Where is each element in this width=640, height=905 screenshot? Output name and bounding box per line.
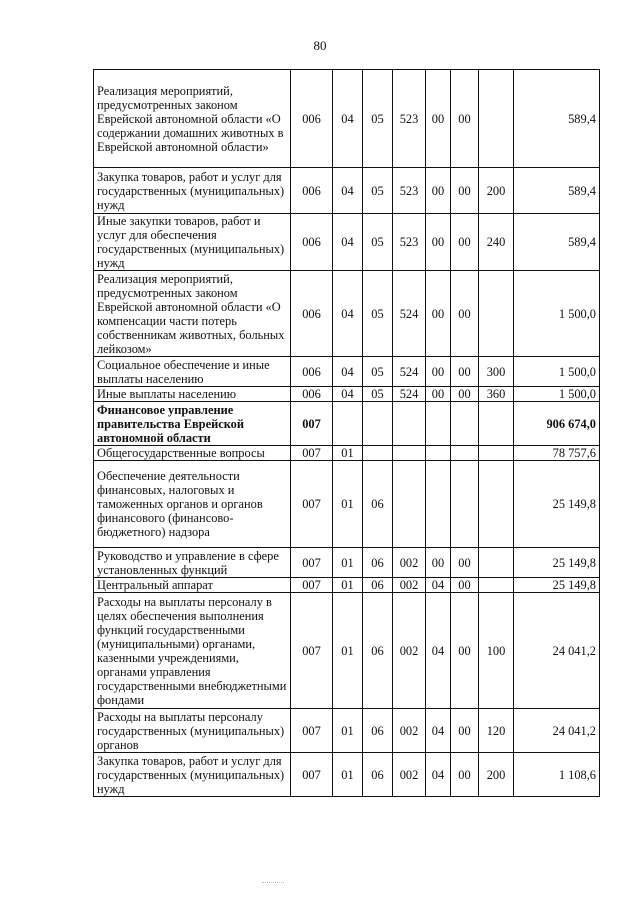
- table-row: [94, 578, 600, 593]
- cell-subsection: 05: [363, 271, 393, 357]
- cell-subsection: 05: [363, 70, 393, 168]
- cell-t1: 523: [393, 168, 426, 214]
- cell-t1: 002: [393, 578, 426, 593]
- cell-expense-type: [479, 446, 514, 461]
- cell-ministry: 007: [291, 402, 333, 446]
- cell-ministry: 006: [291, 271, 333, 357]
- cell-amount: 25 149,8: [514, 548, 600, 578]
- cell-section: 01: [333, 446, 363, 461]
- cell-t2: 00: [426, 357, 451, 387]
- table-row: [94, 548, 600, 578]
- cell-expense-type: 120: [479, 709, 514, 753]
- cell-subsection: 05: [363, 357, 393, 387]
- cell-t1: 002: [393, 593, 426, 709]
- cell-t3: 00: [451, 548, 479, 578]
- table-row: [94, 168, 600, 214]
- page-number: 80: [313, 38, 327, 53]
- cell-t1: 002: [393, 548, 426, 578]
- cell-t1: [393, 402, 426, 446]
- cell-expense-type: [479, 271, 514, 357]
- cell-section: 01: [333, 593, 363, 709]
- cell-section: 04: [333, 70, 363, 168]
- cell-t3: 00: [451, 168, 479, 214]
- cell-t2: [426, 446, 451, 461]
- cell-subsection: [363, 402, 393, 446]
- cell-expense-type: [479, 548, 514, 578]
- cell-t3: 00: [451, 709, 479, 753]
- cell-expense-type: 200: [479, 753, 514, 797]
- cell-t2: 04: [426, 753, 451, 797]
- table-row: [94, 214, 600, 271]
- cell-section: 01: [333, 548, 363, 578]
- table-row: [94, 753, 600, 797]
- cell-t3: [451, 402, 479, 446]
- cell-t1: 002: [393, 709, 426, 753]
- cell-t1: [393, 461, 426, 548]
- cell-t2: 04: [426, 709, 451, 753]
- cell-expense-type: 300: [479, 357, 514, 387]
- cell-t2: 00: [426, 548, 451, 578]
- cell-amount: 589,4: [514, 168, 600, 214]
- cell-amount: 78 757,6: [514, 446, 600, 461]
- cell-t2: 04: [426, 593, 451, 709]
- cell-name: Закупка товаров, работ и услуг для государственных (муниципальных) нужд: [94, 168, 291, 214]
- cell-subsection: 06: [363, 578, 393, 593]
- cell-amount: 1 108,6: [514, 753, 600, 797]
- cell-expense-type: [479, 402, 514, 446]
- cell-section: 04: [333, 168, 363, 214]
- cell-name: Социальное обеспечение и иные выплаты населению: [94, 357, 291, 387]
- cell-section: 01: [333, 753, 363, 797]
- cell-t2: 00: [426, 168, 451, 214]
- cell-ministry: 007: [291, 593, 333, 709]
- table-row: [94, 461, 600, 548]
- cell-t3: 00: [451, 387, 479, 402]
- cell-name: Реализация мероприятий, предусмотренных законом Еврейской автономной области «О компенсации части потерь собственникам животных, больных лейкозом»: [94, 271, 291, 357]
- cell-expense-type: [479, 578, 514, 593]
- cell-t2: [426, 402, 451, 446]
- cell-section: 04: [333, 214, 363, 271]
- cell-subsection: 06: [363, 593, 393, 709]
- cell-name: Обеспечение деятельности финансовых, налоговых и таможенных органов и органов финансового (финансово-бюджетного) надзора: [94, 461, 291, 548]
- cell-amount: 589,4: [514, 214, 600, 271]
- cell-amount: 25 149,8: [514, 461, 600, 548]
- cell-section: 04: [333, 271, 363, 357]
- cell-amount: 24 041,2: [514, 709, 600, 753]
- table-row: [94, 402, 600, 446]
- cell-section: 01: [333, 709, 363, 753]
- cell-expense-type: [479, 70, 514, 168]
- cell-t2: 04: [426, 578, 451, 593]
- cell-name: Расходы на выплаты персоналу в целях обеспечения выполнения функций государственными (муниципальными) органами, казенными учреждениями, органами управления государственными внебюджетными фондами: [94, 593, 291, 709]
- table-row: [94, 593, 600, 709]
- table-row: [94, 357, 600, 387]
- cell-ministry: 006: [291, 168, 333, 214]
- table-row: [94, 446, 600, 461]
- cell-t2: [426, 461, 451, 548]
- cell-ministry: 006: [291, 214, 333, 271]
- cell-ministry: 007: [291, 446, 333, 461]
- cell-ministry: 007: [291, 709, 333, 753]
- cell-ministry: 007: [291, 753, 333, 797]
- cell-t3: 00: [451, 593, 479, 709]
- cell-t3: [451, 446, 479, 461]
- cell-subsection: [363, 446, 393, 461]
- cell-expense-type: 240: [479, 214, 514, 271]
- cell-expense-type: 100: [479, 593, 514, 709]
- cell-name: Иные закупки товаров, работ и услуг для обеспечения государственных (муниципальных) нужд: [94, 214, 291, 271]
- cell-name: Центральный аппарат: [94, 578, 291, 593]
- cell-expense-type: 360: [479, 387, 514, 402]
- cell-amount: 906 674,0: [514, 402, 600, 446]
- cell-subsection: 06: [363, 461, 393, 548]
- cell-section: 04: [333, 357, 363, 387]
- cell-section: 04: [333, 387, 363, 402]
- cell-t3: 00: [451, 70, 479, 168]
- cell-name: Иные выплаты населению: [94, 387, 291, 402]
- cell-t1: 524: [393, 357, 426, 387]
- cell-subsection: 06: [363, 709, 393, 753]
- cell-amount: 589,4: [514, 70, 600, 168]
- cell-t3: 00: [451, 271, 479, 357]
- cell-t2: 00: [426, 70, 451, 168]
- cell-subsection: 05: [363, 214, 393, 271]
- cell-ministry: 006: [291, 70, 333, 168]
- cell-name: Руководство и управление в сфере установленных функций: [94, 548, 291, 578]
- cell-amount: 25 149,8: [514, 578, 600, 593]
- cell-t3: 00: [451, 578, 479, 593]
- cell-t2: 00: [426, 214, 451, 271]
- table-row: [94, 70, 600, 168]
- cell-subsection: 06: [363, 548, 393, 578]
- cell-ministry: 006: [291, 387, 333, 402]
- cell-section: 01: [333, 578, 363, 593]
- cell-name: Реализация мероприятий, предусмотренных законом Еврейской автономной области «О содержании домашних животных в Еврейской автономной области»: [94, 70, 291, 168]
- table-row: [94, 387, 600, 402]
- cell-subsection: 05: [363, 168, 393, 214]
- cell-amount: 24 041,2: [514, 593, 600, 709]
- cell-ministry: 006: [291, 357, 333, 387]
- cell-t1: 524: [393, 387, 426, 402]
- cell-name: Закупка товаров, работ и услуг для государственных (муниципальных) нужд: [94, 753, 291, 797]
- cell-ministry: 007: [291, 548, 333, 578]
- cell-t3: 00: [451, 214, 479, 271]
- cell-t1: 523: [393, 70, 426, 168]
- table-row: [94, 271, 600, 357]
- cell-t3: [451, 461, 479, 548]
- cell-t1: 002: [393, 753, 426, 797]
- cell-amount: 1 500,0: [514, 387, 600, 402]
- cell-t2: 00: [426, 387, 451, 402]
- cell-t1: 524: [393, 271, 426, 357]
- cell-name: Финансовое управление правительства Еврейской автономной области: [94, 402, 291, 446]
- scan-speck: [262, 882, 284, 884]
- cell-t3: 00: [451, 753, 479, 797]
- cell-name: Расходы на выплаты персоналу государственных (муниципальных) органов: [94, 709, 291, 753]
- cell-expense-type: 200: [479, 168, 514, 214]
- budget-table: [93, 69, 600, 797]
- cell-amount: 1 500,0: [514, 271, 600, 357]
- cell-t1: 523: [393, 214, 426, 271]
- cell-ministry: 007: [291, 461, 333, 548]
- cell-section: [333, 402, 363, 446]
- cell-t2: 00: [426, 271, 451, 357]
- cell-ministry: 007: [291, 578, 333, 593]
- cell-subsection: 05: [363, 387, 393, 402]
- cell-t3: 00: [451, 357, 479, 387]
- cell-subsection: 06: [363, 753, 393, 797]
- cell-t1: [393, 446, 426, 461]
- cell-expense-type: [479, 461, 514, 548]
- cell-name: Общегосударственные вопросы: [94, 446, 291, 461]
- cell-amount: 1 500,0: [514, 357, 600, 387]
- table-row: [94, 709, 600, 753]
- cell-section: 01: [333, 461, 363, 548]
